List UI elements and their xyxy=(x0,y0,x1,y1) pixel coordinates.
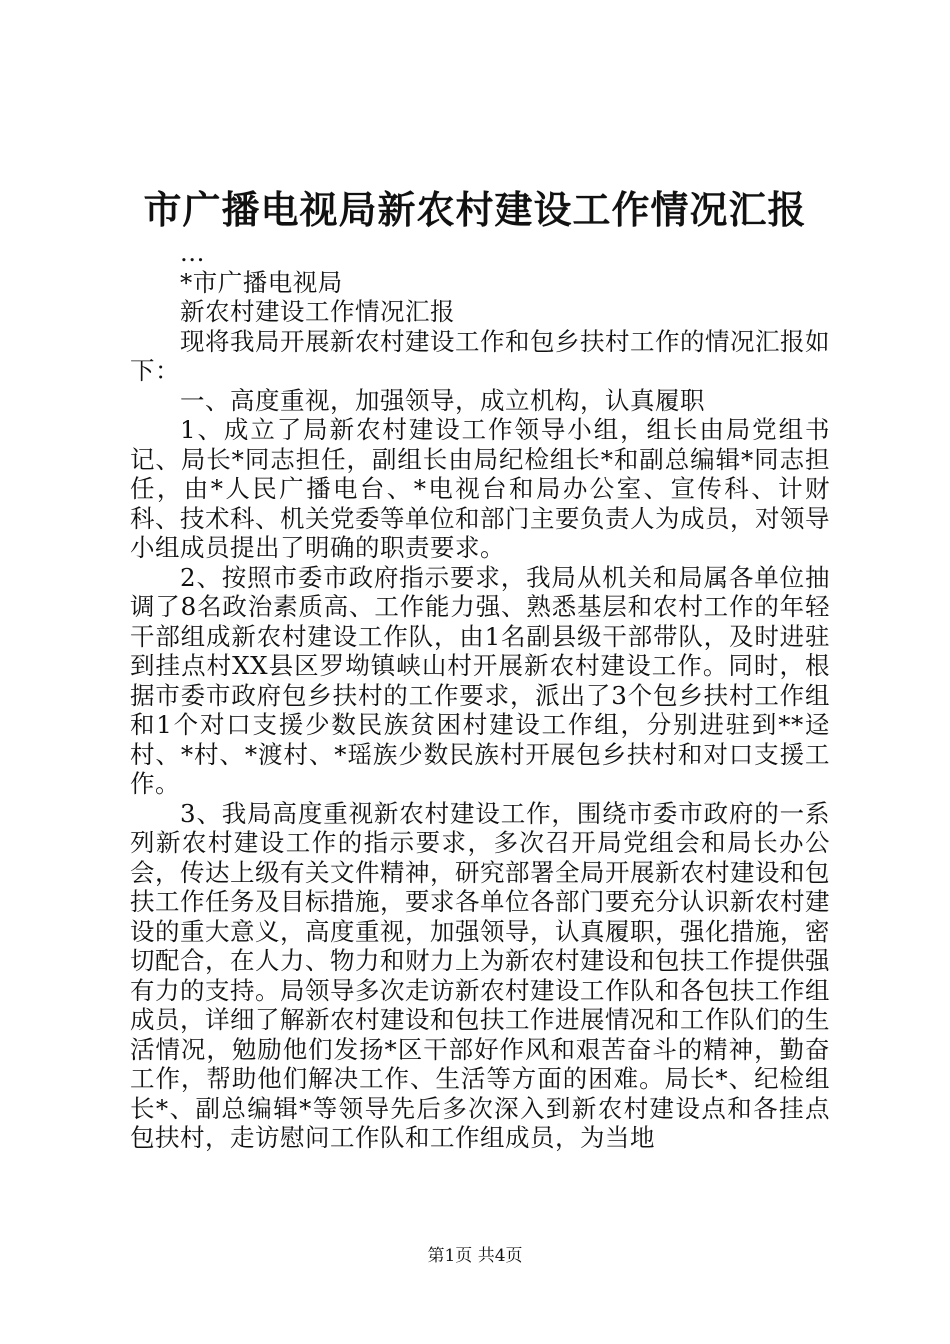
report-subtitle: 新农村建设工作情况汇报 xyxy=(180,297,455,326)
document-body xyxy=(130,238,830,1153)
body-paragraph-1: 1、成立了局新农村建设工作领导小组，组长由局党组书记、局长*同志担任，副组长由局纪检组长*和副总编辑*同志担任，由*人民广播电台、*电视台和局办公室、宣传科、计财科、技术科、机关党委等单位和部门主要负责人为成员，对领导小组成员提出了明确的职责要求。 xyxy=(130,415,830,562)
page-title: 市广播电视局新农村建设工作情况汇报 xyxy=(143,187,807,232)
organization-name: *市广播电视局 xyxy=(180,267,343,297)
ellipsis-line: ... xyxy=(180,238,205,267)
section-heading-1: 一、高度重视，加强领导，成立机构，认真履职 xyxy=(180,385,705,415)
page-number-footer: 第1页 共4页 xyxy=(427,1246,523,1266)
body-paragraph-2: 2、按照市委市政府指示要求，我局从机关和局属各单位抽调了8名政治素质高、工作能力强、熟悉基层和农村工作的年轻干部组成新农村建设工作队，由1名副县级干部带队，及时进驻到挂点村XX县区罗坳镇峡山村开展新农村建设工作。同时，根据市委市政府包乡扶村的工作要求，派出了3个包乡扶村工作组和1个对口支援少数民族贫困村建设工作组，分别进驻到**迳村、*村、*渡村、*瑶族少数民族村开展包乡扶村和对口支援工作。 xyxy=(130,562,830,798)
intro-paragraph: 现将我局开展新农村建设工作和包乡扶村工作的情况汇报如下： xyxy=(130,326,830,385)
body-paragraph-3: 3、我局高度重视新农村建设工作，围绕市委市政府的一系列新农村建设工作的指示要求，多次召开局党组会和局长办公会，传达上级有关文件精神，研究部署全局开展新农村建设和包扶工作任务及目标措施，要求各单位各部门要充分认识新农村建设的重大意义，高度重视，加强领导，认真履职，强化措施，密切配合，在人力、物力和财力上为新农村建设和包扶工作提供强有力的支持。局领导多次走访新农村建设工作队和各包扶工作组成员，详细了解新农村建设和包扶工作进展情况和工作队们的生活情况，勉励他们发扬*区干部好作风和艰苦奋斗的精神，勤奋工作，帮助他们解决工作、生活等方面的困难。局长*、纪检组长*、副总编辑*等领导先后多次深入到新农村建设点和各挂点包扶村，走访慰问工作队和工作组成员，为当地 xyxy=(130,798,830,1152)
